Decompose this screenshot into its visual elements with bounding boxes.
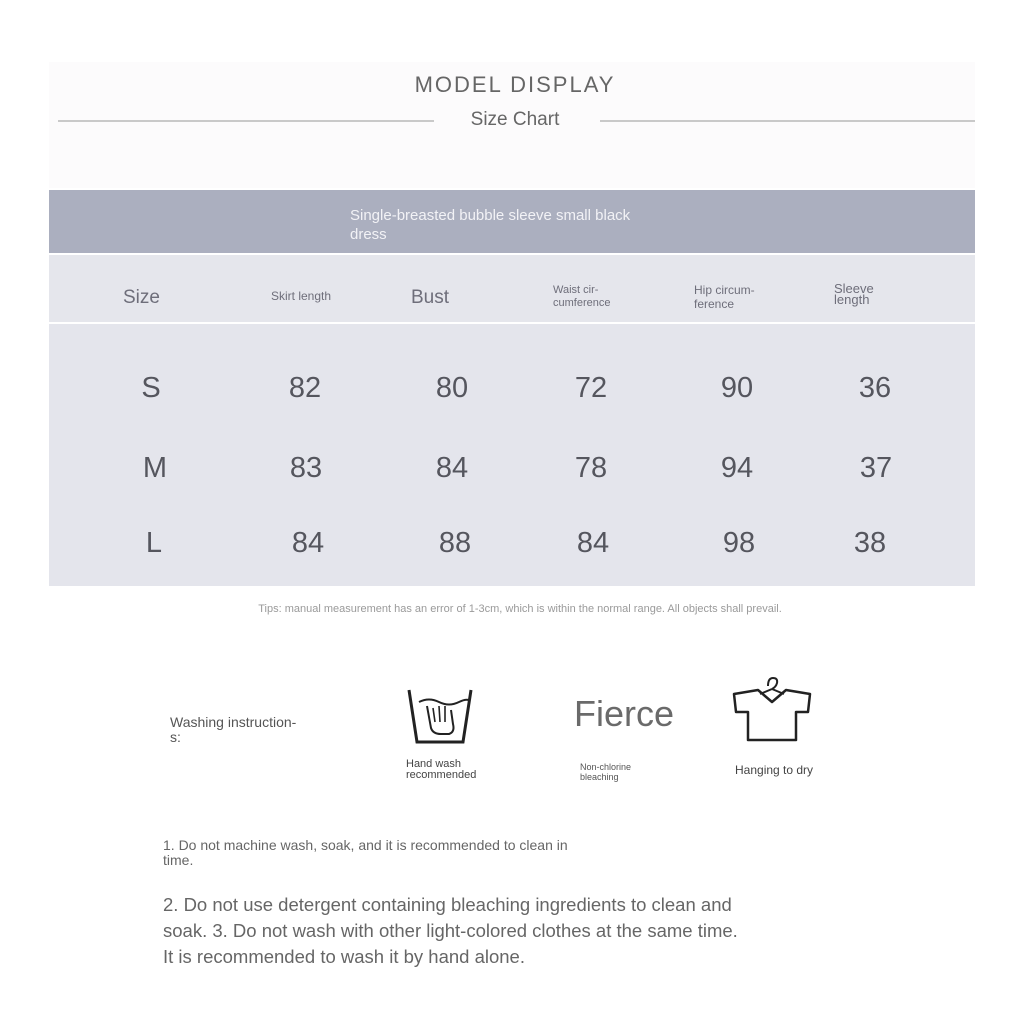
- table-cell: 84: [291, 527, 325, 559]
- care-note-2: 2. Do not use detergent containing bleaching ingredients to clean and soak. 3. Do not wash with other light-colored clothes at the same time. It is recommended to wash it by hand alone.: [163, 894, 738, 967]
- table-cell: 94: [720, 452, 754, 484]
- page-title: MODEL DISPLAY: [414, 72, 616, 97]
- table-cell: 80: [435, 372, 469, 404]
- table-cell-size: M: [142, 452, 168, 484]
- column-header-size: Size: [123, 287, 160, 308]
- table-cell: 88: [438, 527, 472, 559]
- hanging-dry-caption: Hanging to dry: [735, 763, 814, 777]
- hand-wash-caption: Hand wash recommended: [406, 758, 477, 781]
- section-subtitle: Size Chart: [470, 109, 560, 130]
- hand-wash-icon: [403, 684, 479, 753]
- measurement-tip: Tips: manual measurement has an error of 1-3cm, which is within the normal range. All objects shall prevail.: [258, 603, 782, 615]
- table-cell: 38: [853, 527, 887, 559]
- table-cell: 84: [576, 527, 610, 559]
- column-header-bust: Bust: [411, 287, 450, 308]
- column-header-skirt-length: Skirt length: [271, 289, 332, 303]
- product-name: Single-breasted bubble sleeve small black dress: [350, 207, 631, 243]
- table-cell: 83: [289, 452, 323, 484]
- column-header-hip: Hip circum- ference: [694, 283, 755, 311]
- table-cell: 90: [720, 372, 754, 404]
- table-cell: 37: [859, 452, 893, 484]
- table-cell: 36: [858, 372, 892, 404]
- table-cell: 72: [574, 372, 608, 404]
- care-note-1: 1. Do not machine wash, soak, and it is recommended to clean in time.: [163, 837, 568, 868]
- table-cell: 82: [288, 372, 322, 404]
- hanger-shirt-icon: [730, 674, 814, 751]
- fierce-text: Fierce: [574, 693, 675, 734]
- washing-instructions-label: Washing instruction- s:: [170, 714, 297, 745]
- bleaching-caption: Non-chlorine bleaching: [580, 762, 632, 782]
- table-cell: 98: [722, 527, 756, 559]
- table-cell-size: S: [141, 372, 161, 404]
- table-cell: 84: [435, 452, 469, 484]
- table-cell-size: L: [145, 527, 163, 559]
- column-header-sleeve: Sleeve length: [834, 281, 874, 307]
- table-cell: 78: [574, 452, 608, 484]
- column-header-waist: Waist cir- cumference: [553, 284, 611, 309]
